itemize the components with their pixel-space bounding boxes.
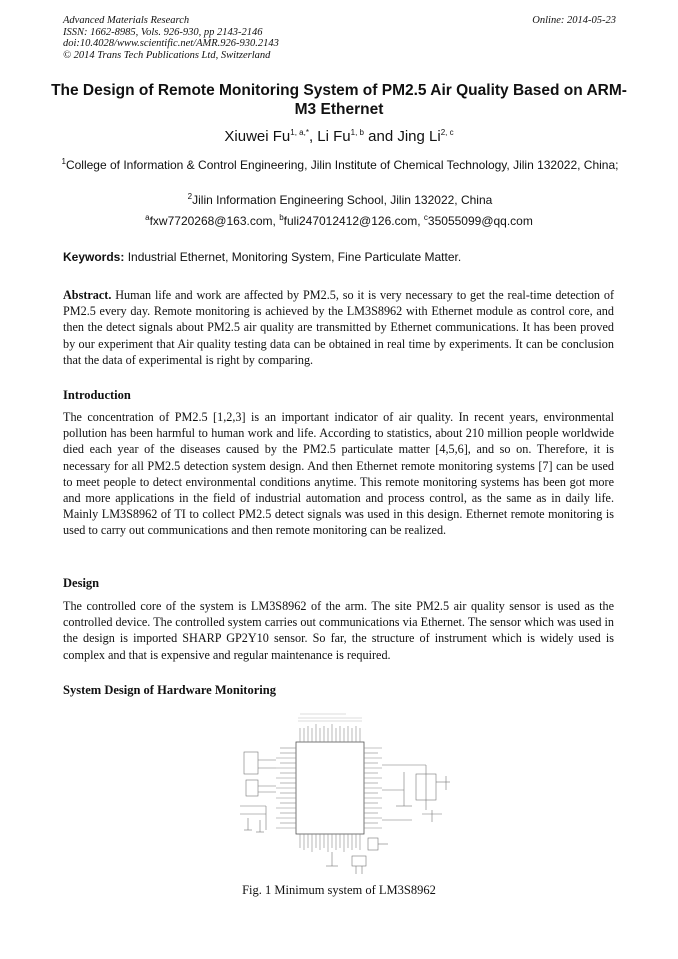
affiliation-superscript: 2: [187, 192, 193, 201]
author-superscript: 1, a,*: [290, 128, 309, 137]
author-superscript: 1, b: [350, 128, 364, 137]
figure-caption: Fig. 1 Minimum system of LM3S8962: [242, 883, 436, 897]
email-address: fxw7720268@163.com,: [149, 214, 280, 228]
section-heading-introduction: Introduction: [63, 388, 131, 402]
section-heading-hardware: System Design of Hardware Monitoring: [63, 683, 276, 697]
issn-line: ISSN: 1662-8985, Vols. 926-930, pp 2143-2146: [63, 26, 263, 38]
abstract-text: Human life and work are affected by PM2.5, so it is very necessary to get the real-time detection of PM2.5 every day. Remote monitoring is achieved by the LM3S8962 with Ethernet module as control core, and then the detect signals about PM2.5 air quality are transmitted by Ethernet communications. It has been proved by our experiment that Air quality testing data can be obtained in real time by experiments. It can be conclusion that the data of experimental is right by comparing.: [63, 288, 614, 367]
online-date: Online: 2014-05-23: [532, 15, 616, 26]
abstract-label: Abstract.: [63, 288, 112, 302]
introduction-paragraph: The concentration of PM2.5 [1,2,3] is an important indicator of air quality. In recent years, environmental pollution has been harmful to human work and life. According to statistics, about 210 million people worldwide died each year of the diseases caused by the PM2.5 particulate matter [4,5,6], and so on. Therefore, it is necessary for all PM2.5 detection system design. And then Ethernet remote monitoring systems [7] can be used to meet people to detect environmental conditions anytime. This remote monitoring systems has been got more and more applications in the field of industrial automation and process control, as the same as in daily life. Mainly LM3S8962 of TI to collect PM2.5 detect signals was used in this design. Ethernet remote monitoring is used to carry out communications and then remote monitoring can be realized.: [63, 410, 614, 538]
email-address: fuli247012412@126.com,: [283, 214, 424, 228]
email-superscript: b: [279, 213, 284, 222]
copyright-line: © 2014 Trans Tech Publications Ltd, Switzerland: [63, 49, 271, 61]
email-superscript: a: [145, 213, 150, 222]
author-line: [0, 128, 678, 145]
keywords-text: Industrial Ethernet, Monitoring System, Fine Particulate Matter.: [124, 250, 462, 264]
email-line: [0, 214, 678, 228]
affiliation-1: [60, 157, 620, 173]
affiliation-superscript: 1: [61, 157, 66, 166]
author-name: , Li Fu: [308, 128, 351, 145]
circuit-schematic-figure: [236, 710, 456, 876]
journal-name: Advanced Materials Research: [63, 15, 190, 26]
abstract: [63, 287, 614, 368]
author-superscript: 2, c: [440, 128, 454, 137]
keywords-label: Keywords:: [63, 250, 125, 264]
paper-title: The Design of Remote Monitoring System of PM2.5 Air Quality Based on ARM-M3 Ethernet: [51, 82, 627, 118]
affiliation-text: College of Information & Control Engineering, Jilin Institute of Chemical Technology, Jilin 132022, China;: [65, 158, 619, 172]
affiliation-text: Jilin Information Engineering School, Jilin 132022, China: [192, 193, 493, 207]
email-address: 35055099@qq.com: [427, 214, 533, 228]
section-heading-design: Design: [63, 576, 100, 590]
email-superscript: c: [423, 213, 428, 222]
doi-line: doi:10.4028/www.scientific.net/AMR.926-930.2143: [63, 38, 279, 50]
affiliation-2: [60, 192, 620, 208]
author-name: Xiuwei Fu: [224, 128, 291, 145]
keywords: [63, 250, 461, 264]
author-name: and Jing Li: [363, 128, 441, 145]
journal-header: [63, 15, 616, 61]
design-paragraph: The controlled core of the system is LM3S8962 of the arm. The site PM2.5 air quality sensor is used as the controlled device. The controlled system carries out communications via Ethernet. The sensor which was used in the design is imported SHARP GP2Y10 sensor. So far, the structure of instrument which is widely used is complex and that is expensive and regular maintenance is required.: [63, 599, 614, 662]
